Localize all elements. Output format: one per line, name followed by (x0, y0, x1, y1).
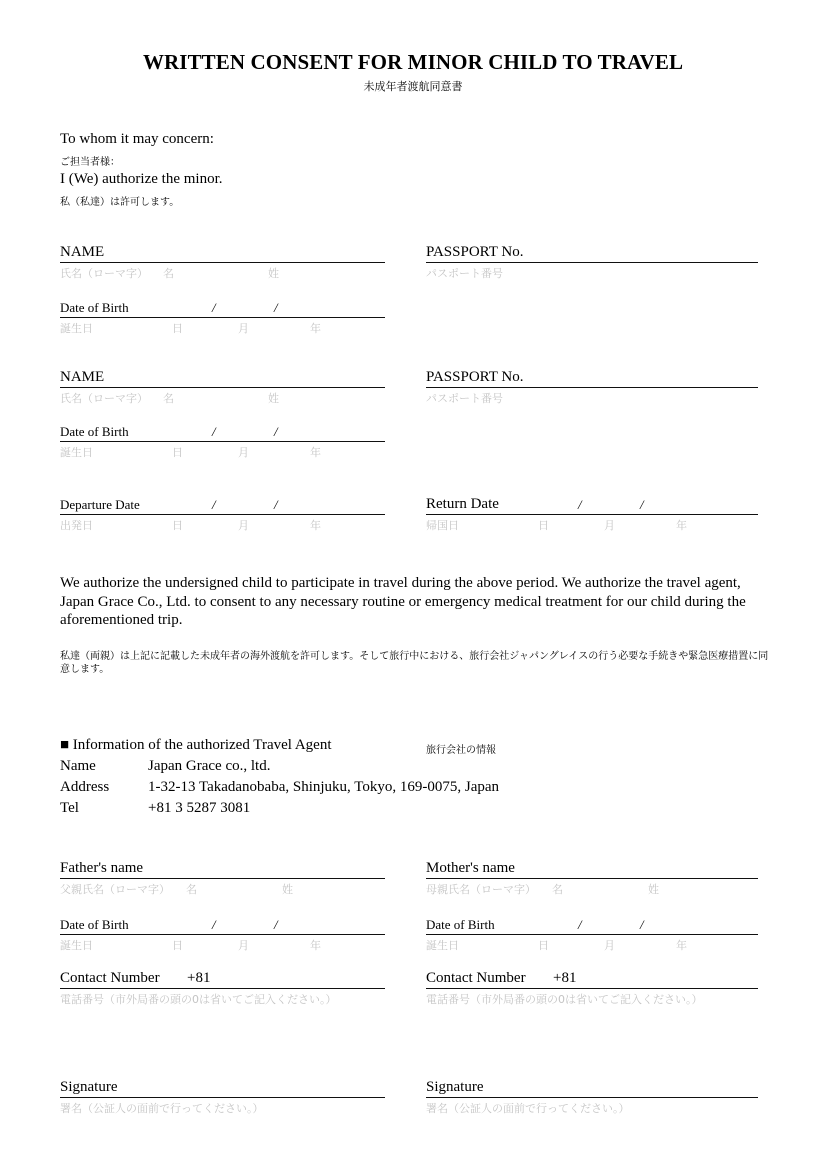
father-name-hint: 父親氏名（ローマ字） (60, 883, 170, 896)
child1-dob-field[interactable] (60, 297, 385, 318)
date-separator: / (640, 917, 644, 932)
child2-dob-label: Date of Birth (60, 424, 129, 439)
father-contact-label: Contact Number (60, 970, 160, 986)
date-separator: / (212, 424, 216, 439)
child2-dob-field[interactable] (60, 421, 385, 442)
child1-passport-hint: パスポート番号 (426, 267, 503, 280)
child1-name-field[interactable] (60, 242, 385, 263)
departure-date-field[interactable] (60, 494, 385, 515)
mother-signature-field[interactable] (426, 1077, 758, 1098)
agent-info-heading-jp: 旅行会社の情報 (426, 745, 496, 756)
child1-first-name-hint: 名 (163, 267, 174, 280)
father-contact-field[interactable] (60, 968, 385, 989)
date-separator: / (640, 497, 644, 512)
agent-name-key: Name (60, 758, 96, 774)
father-name-field[interactable] (60, 858, 385, 879)
mother-name-label: Mother's name (426, 860, 515, 876)
mother-contact-field[interactable] (426, 968, 758, 989)
father-dob-label: Date of Birth (60, 917, 129, 932)
mother-dob-field[interactable] (426, 914, 758, 935)
father-dob-field[interactable] (60, 914, 385, 935)
child2-last-name-hint: 姓 (268, 392, 279, 405)
return-date-label: Return Date (426, 496, 499, 512)
day-hint: 日 (172, 939, 183, 952)
child1-last-name-hint: 姓 (268, 267, 279, 280)
month-hint: 月 (238, 519, 249, 532)
mother-signature-hint: 署名（公証人の面前で行ってください。） (426, 1102, 630, 1115)
date-separator: / (274, 300, 278, 315)
date-separator: / (578, 917, 582, 932)
salutation-jp: ご担当者様： (60, 157, 120, 168)
date-separator: / (274, 497, 278, 512)
father-signature-field[interactable] (60, 1077, 385, 1098)
father-contact-prefix: +81 (187, 970, 211, 986)
child1-name-label: NAME (60, 244, 105, 260)
date-separator: / (212, 917, 216, 932)
authorize-statement: I (We) authorize the minor. (60, 171, 223, 187)
mother-dob-hint: 誕生日 (426, 939, 459, 952)
child1-dob-label: Date of Birth (60, 300, 129, 315)
return-date-hint: 帰国日 (426, 519, 459, 532)
agent-name-value: Japan Grace co., ltd. (148, 758, 271, 774)
mother-signature-label: Signature (426, 1079, 484, 1095)
day-hint: 日 (172, 519, 183, 532)
agent-address-value: 1-32-13 Takadanobaba, Shinjuku, Tokyo, 169-0075, Japan (148, 779, 500, 795)
mother-dob-label: Date of Birth (426, 917, 495, 932)
child2-passport-hint: パスポート番号 (426, 392, 503, 405)
document-title: WRITTEN CONSENT FOR MINOR CHILD TO TRAVEL (142, 50, 684, 74)
child2-name-field[interactable] (60, 367, 385, 388)
date-separator: / (212, 300, 216, 315)
mother-name-hint: 母親氏名（ローマ字） (426, 883, 536, 896)
agent-tel-row (60, 800, 250, 817)
agent-address-row (60, 779, 499, 796)
authorize-statement-jp: 私（私達）は許可します。 (60, 197, 180, 208)
mother-contact-prefix: +81 (553, 970, 577, 986)
mother-contact-hint: 電話番号（市外局番の頭の0は省いてご記入ください。） (426, 993, 703, 1006)
date-separator: / (212, 497, 216, 512)
agent-tel-key: Tel (60, 800, 79, 816)
mother-last-name-hint: 姓 (648, 883, 659, 896)
child2-name-hint: 氏名（ローマ字） (60, 392, 148, 405)
return-date-field[interactable] (426, 494, 758, 515)
month-hint: 月 (238, 446, 249, 459)
child2-first-name-hint: 名 (163, 392, 174, 405)
year-hint: 年 (310, 446, 321, 459)
date-separator: / (274, 424, 278, 439)
date-separator: / (578, 497, 582, 512)
salutation: To whom it may concern: (60, 131, 214, 147)
child2-dob-hint: 誕生日 (60, 446, 93, 459)
month-hint: 月 (238, 939, 249, 952)
day-hint: 日 (172, 446, 183, 459)
consent-statement: We authorize the undersigned child to participate in travel during the above period. We authorize the travel agent, Japan Grace Co., Ltd. to consent to any necessary routine or emergency medical treatment for our child during the aforementioned trip. (60, 575, 746, 628)
mother-name-field[interactable] (426, 858, 758, 879)
agent-name-row (60, 758, 270, 775)
departure-date-label: Departure Date (60, 497, 140, 512)
father-first-name-hint: 名 (186, 883, 197, 896)
mother-contact-label: Contact Number (426, 970, 526, 986)
agent-tel-value: +81 3 5287 3081 (148, 800, 251, 816)
consent-statement-jp: 私達（両親）は上記に記載した未成年者の海外渡航を許可します。そして旅行中における、旅行会社ジャパングレイスの行う必要な手続きや緊急医療措置に同意します。 (60, 651, 769, 675)
year-hint: 年 (310, 939, 321, 952)
year-hint: 年 (310, 322, 321, 335)
document-subtitle-jp: 未成年者渡航同意書 (363, 80, 463, 93)
date-separator: / (274, 917, 278, 932)
month-hint: 月 (604, 939, 615, 952)
agent-info-heading: ■ Information of the authorized Travel Agent (60, 737, 332, 753)
year-hint: 年 (310, 519, 321, 532)
day-hint: 日 (172, 322, 183, 335)
child1-name-hint: 氏名（ローマ字） (60, 267, 148, 280)
father-contact-hint: 電話番号（市外局番の頭の0は省いてご記入ください。） (60, 993, 337, 1006)
child2-passport-label: PASSPORT No. (426, 369, 524, 385)
departure-date-hint: 出発日 (60, 519, 93, 532)
month-hint: 月 (604, 519, 615, 532)
father-signature-label: Signature (60, 1079, 118, 1095)
agent-address-key: Address (60, 779, 110, 795)
father-signature-hint: 署名（公証人の面前で行ってください。） (60, 1102, 264, 1115)
father-name-label: Father's name (60, 860, 144, 876)
child1-dob-hint: 誕生日 (60, 322, 93, 335)
father-last-name-hint: 姓 (282, 883, 293, 896)
child2-passport-field[interactable] (426, 367, 758, 388)
mother-first-name-hint: 名 (552, 883, 563, 896)
day-hint: 日 (538, 519, 549, 532)
child1-passport-label: PASSPORT No. (426, 244, 524, 260)
year-hint: 年 (676, 939, 687, 952)
child1-passport-field[interactable] (426, 242, 758, 263)
month-hint: 月 (238, 322, 249, 335)
day-hint: 日 (538, 939, 549, 952)
father-dob-hint: 誕生日 (60, 939, 93, 952)
year-hint: 年 (676, 519, 687, 532)
child2-name-label: NAME (60, 369, 105, 385)
